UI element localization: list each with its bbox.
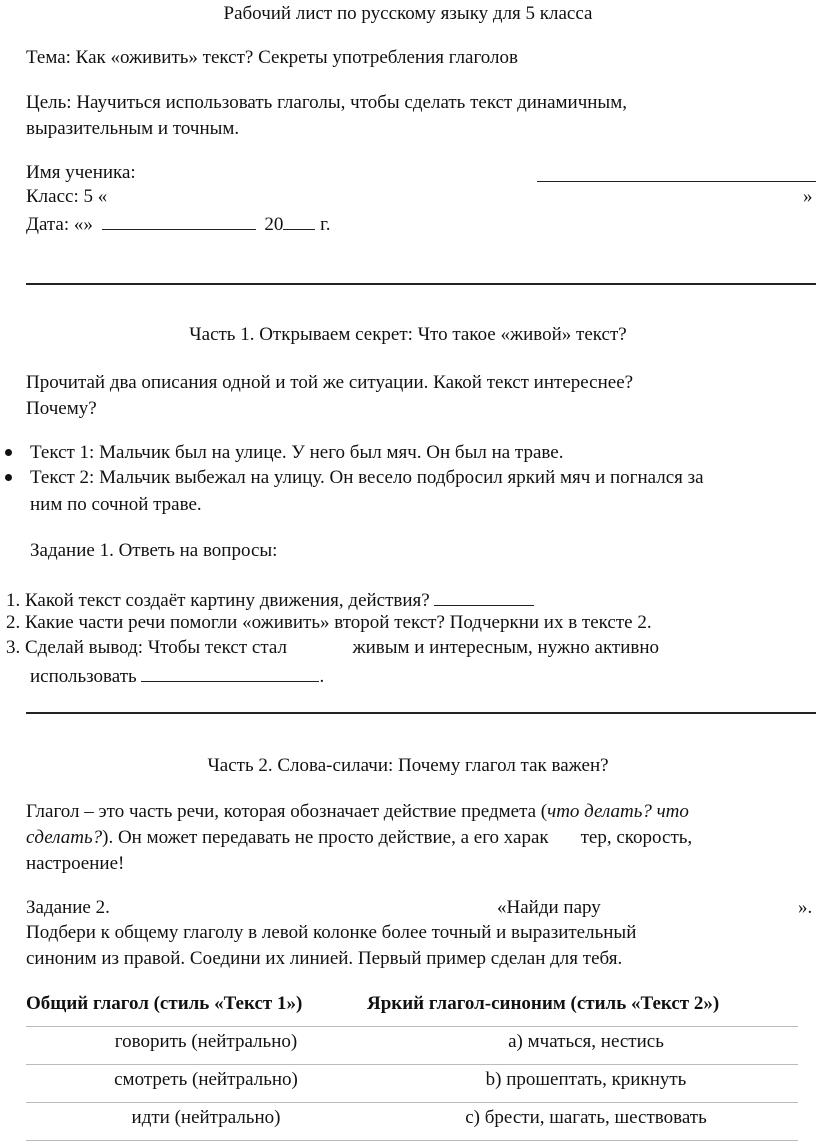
definition-text: Глагол – это часть речи, которая обозначает действие предмета ( <box>26 801 548 822</box>
question-3-cont <box>30 663 324 688</box>
definition-line-3: настроение! <box>26 853 125 874</box>
year-blank[interactable] <box>283 211 315 230</box>
bullet-label: Текст 1: <box>30 442 95 463</box>
definition-italic: что делать? что <box>547 801 689 822</box>
topic-line: Тема: Как «оживить» текст? Секреты употребления глаголов <box>26 47 519 68</box>
part1-heading: Часть 1. Открываем секрет: Что такое «живой» текст? <box>189 324 627 345</box>
student-name-blank[interactable] <box>537 181 816 182</box>
date-suffix: г. <box>320 214 331 235</box>
definition-text: ). Он может передавать не просто действие, а его харак <box>102 827 549 848</box>
task2-line-2: Подбери к общему глаголу в левой колонке более точный и выразительный <box>26 922 637 943</box>
date-blank[interactable] <box>102 211 256 230</box>
goal-line-2: выразительным и точным. <box>26 118 240 139</box>
table-cell-right: с) брести, шагать, шествовать <box>465 1107 707 1128</box>
date-year-prefix: 20 <box>264 214 284 235</box>
table-cell-right: а) мчаться, нестись <box>508 1031 664 1052</box>
task2-name: «Найди пару <box>497 897 601 918</box>
table-divider <box>26 1026 798 1027</box>
question-text: Какие части речи помогли «оживить» второй текст? Подчеркни их в тексте 2. <box>25 612 652 633</box>
table-divider <box>26 1102 798 1103</box>
bullet-label: Текст 2: <box>30 467 95 488</box>
section-divider <box>26 283 816 285</box>
definition-line-1 <box>26 801 689 823</box>
date-line <box>26 211 331 236</box>
definition-line-2 <box>26 827 692 849</box>
answer-blank-1[interactable] <box>434 587 534 606</box>
table-cell-left: говорить (нейтрально) <box>114 1031 298 1052</box>
part2-heading: Часть 2. Слова-силачи: Почему глагол так важен? <box>207 755 609 776</box>
question-number: 3. <box>6 637 21 658</box>
part1-intro-line-1: Прочитай два описания одной и той же ситуации. Какой текст интереснее? <box>26 372 634 393</box>
task2-close: ». <box>798 897 813 918</box>
table-divider <box>26 1064 798 1065</box>
answer-blank-3[interactable] <box>141 663 319 682</box>
class-close-quote: » <box>803 186 813 207</box>
question-text: использовать <box>30 666 137 687</box>
task2-line-3: синоним из правой. Соедини их линией. Первый пример сделан для тебя. <box>26 948 623 969</box>
definition-italic: сделать? <box>26 827 103 848</box>
student-name-label: Имя ученика: <box>26 162 136 183</box>
table-divider <box>26 1140 798 1141</box>
section-divider <box>26 712 816 714</box>
question-number: 2. <box>6 612 21 633</box>
table-header-right: Яркий глагол-синоним (стиль «Текст 2») <box>367 993 720 1014</box>
bullet-text-2-cont: ним по сочной траве. <box>30 494 202 515</box>
table-cell-right: b) прошептать, крикнуть <box>485 1069 687 1090</box>
bullet-text: Мальчик выбежал на улицу. Он весело подбросил яркий мяч и погнался за <box>99 467 704 488</box>
document-title: Рабочий лист по русскому языку для 5 класса <box>223 3 593 24</box>
goal-line-1: Цель: Научиться использовать глаголы, чтобы сделать текст динамичным, <box>26 92 627 113</box>
question-2 <box>6 612 652 634</box>
question-1 <box>6 587 534 612</box>
part1-intro-line-2: Почему? <box>26 398 97 419</box>
table-header-left: Общий глагол (стиль «Текст 1») <box>26 993 303 1014</box>
question-3 <box>6 637 659 659</box>
bullet-text-2 <box>30 467 704 489</box>
bullet-icon <box>5 449 12 456</box>
question-number: 1. <box>6 590 21 611</box>
class-label: Класс: 5 « <box>26 186 108 207</box>
date-label: Дата: «» <box>26 214 93 235</box>
definition-text: тер, скорость, <box>580 827 693 848</box>
task2-label: Задание 2. <box>26 897 110 918</box>
bullet-icon <box>5 474 12 481</box>
question-text: Сделай вывод: Чтобы текст стал <box>25 637 287 658</box>
bullet-text: Мальчик был на улице. У него был мяч. Он был на траве. <box>99 442 564 463</box>
bullet-text-1 <box>30 442 563 464</box>
table-cell-left: смотреть (нейтрально) <box>114 1069 298 1090</box>
question-text: Какой текст создаёт картину движения, действия? <box>25 590 430 611</box>
question-text-cont: живым и интересным, нужно активно <box>352 637 660 658</box>
period: . <box>319 666 325 687</box>
task1-heading: Задание 1. Ответь на вопросы: <box>30 540 278 561</box>
table-cell-left: идти (нейтрально) <box>131 1107 281 1128</box>
